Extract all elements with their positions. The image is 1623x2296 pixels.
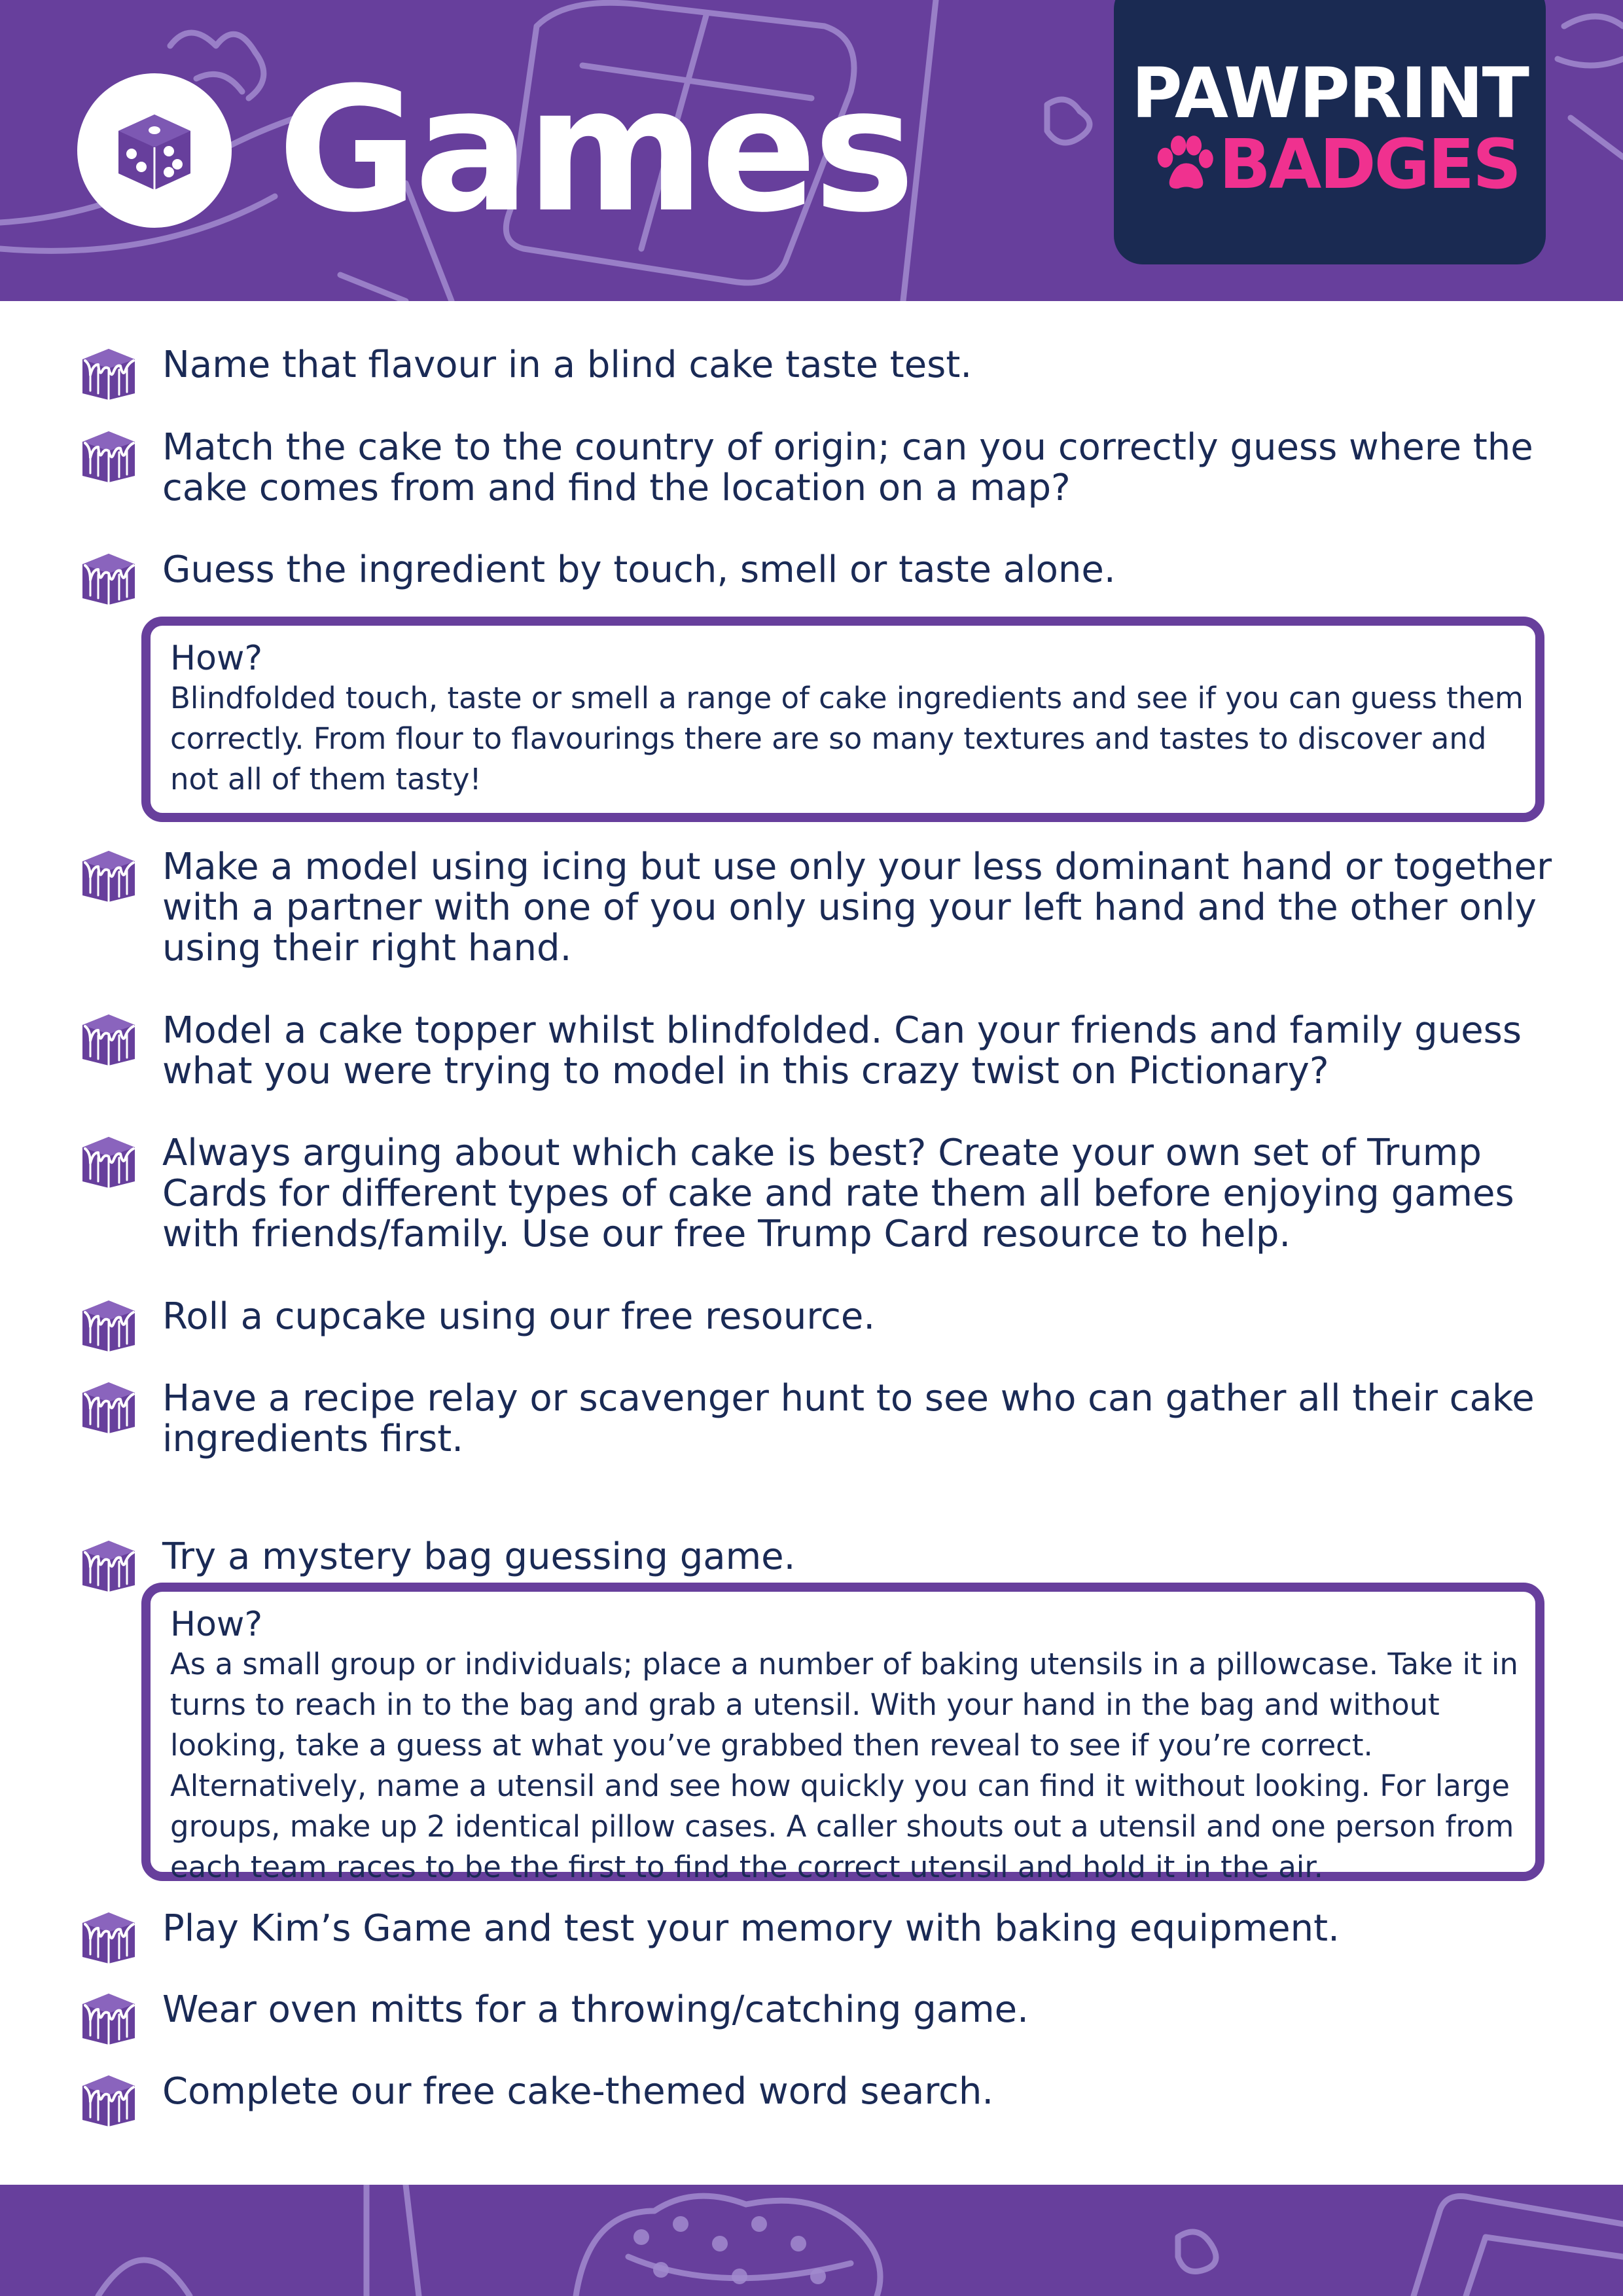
how-title: How? bbox=[170, 639, 263, 678]
cupcake-outline-decoration bbox=[0, 2185, 1623, 2296]
activity-text: Guess the ingredient by touch, smell or taste alone. bbox=[162, 548, 1116, 591]
cake-bullet-icon bbox=[77, 847, 140, 903]
cake-bullet-icon bbox=[77, 1133, 140, 1189]
dice-icon bbox=[77, 73, 232, 228]
cake-bullet-icon bbox=[77, 427, 140, 484]
title-group bbox=[77, 50, 912, 250]
activity-text: Match the cake to the country of origin; can you correctly guess where the cake comes from and find the location on a map? bbox=[162, 426, 1533, 509]
logo-badges-row bbox=[1153, 124, 1520, 204]
how-box bbox=[141, 1583, 1544, 1884]
header-banner bbox=[0, 0, 1623, 301]
activity-text: Wear oven mitts for a throwing/catching game. bbox=[162, 1988, 1029, 2031]
activity-text: Play Kim’s Game and test your memory with baking equipment. bbox=[162, 1907, 1340, 1950]
cake-bullet-icon bbox=[77, 1909, 140, 1965]
activity-text: Roll a cupcake using our free resource. bbox=[162, 1295, 876, 1338]
cake-bullet-icon bbox=[77, 2072, 140, 2128]
activity-text: Make a model using icing but use only your less dominant hand or together with a partner with one of you only using your left hand and the other only using their right hand. bbox=[162, 846, 1552, 969]
cake-bullet-icon bbox=[77, 1297, 140, 1353]
pawprint-badges-logo bbox=[1114, 0, 1546, 264]
cake-bullet-icon bbox=[77, 1990, 140, 2046]
how-title: How? bbox=[170, 1605, 263, 1644]
logo-text-badges: BADGES bbox=[1219, 124, 1520, 204]
activity-text: Always arguing about which cake is best? Create your own set of Trump Cards for different types of cake and rate them all before enjoying games with friends/family. Use our free Trump Card resource to help. bbox=[162, 1132, 1514, 1255]
how-body: Blindfolded touch, taste or smell a range of cake ingredients and see if you can guess them correctly. From flour to flavourings there are so many textures and tastes to discover and not all of them tasty! bbox=[170, 681, 1524, 797]
activity-text: Name that flavour in a blind cake taste test. bbox=[162, 344, 972, 386]
cake-bullet-icon bbox=[77, 1378, 140, 1435]
logo-text-pawprint: PAWPRINT bbox=[1132, 53, 1528, 134]
cake-bullet-icon bbox=[77, 1011, 140, 1067]
page-title: Games bbox=[277, 50, 912, 250]
footer-banner bbox=[0, 2185, 1623, 2296]
cake-bullet-icon bbox=[77, 550, 140, 606]
cake-bullet-icon bbox=[77, 1537, 140, 1593]
how-box bbox=[141, 617, 1544, 822]
activity-text: Have a recipe relay or scavenger hunt to see who can gather all their cake ingredients first. bbox=[162, 1377, 1535, 1460]
activity-text: Model a cake topper whilst blindfolded. Can your friends and family guess what you were trying to model in this crazy twist on Pictionary? bbox=[162, 1009, 1522, 1092]
activity-list bbox=[0, 301, 1623, 2185]
activity-text: Complete our free cake-themed word search. bbox=[162, 2070, 994, 2113]
activity-text: Try a mystery bag guessing game. bbox=[162, 1535, 796, 1578]
how-body: As a small group or individuals; place a number of baking utensils in a pillowcase. Take it in turns to reach in to the bag and grab a utensil. With your hand in the bag and without looking, take a guess at what you’ve grabbed then reveal to see if you’re correct. Alternatively, name a utensil and see how quickly you can find it without looking. For large groups, make up 2 identical pillow cases. A caller shouts out a utensil and one person from each team races to be the first to find the correct utensil and hold it in the air. bbox=[170, 1647, 1518, 1884]
paw-icon bbox=[1153, 130, 1214, 198]
cake-bullet-icon bbox=[77, 345, 140, 401]
